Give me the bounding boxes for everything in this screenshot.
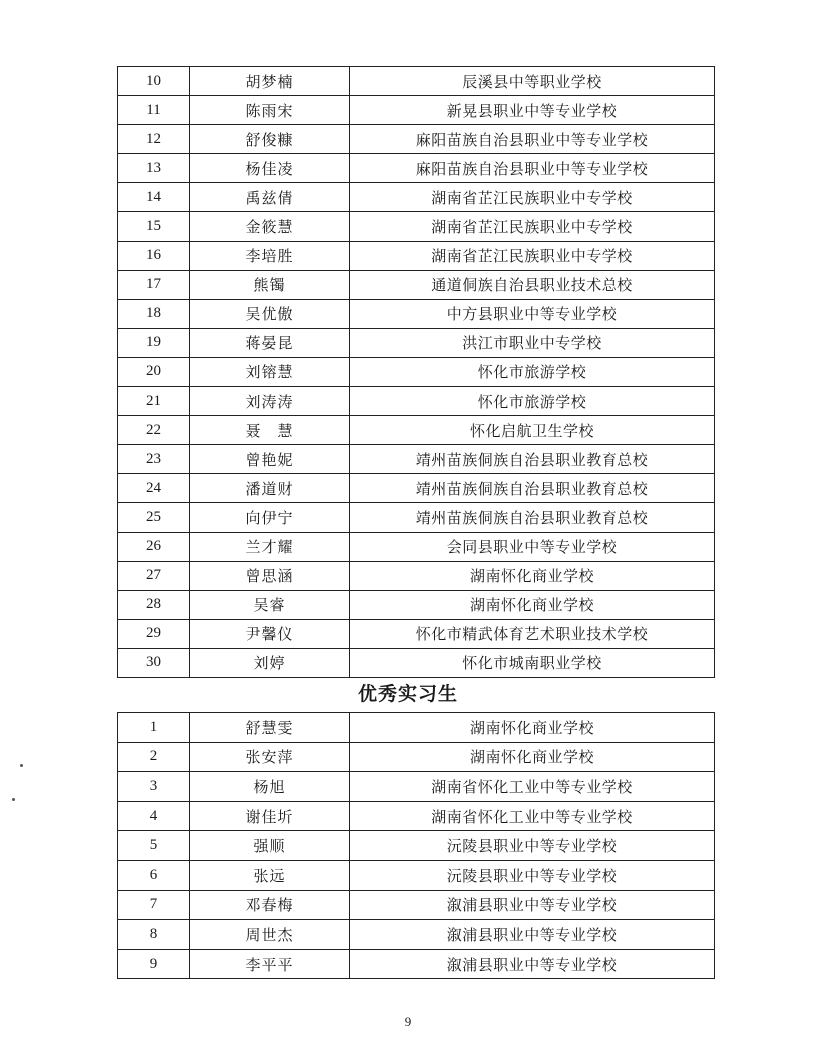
student-name-cell: 舒俊糠 <box>190 125 350 154</box>
row-number-cell: 28 <box>118 590 190 619</box>
table-row <box>118 561 715 590</box>
row-number-cell: 15 <box>118 212 190 241</box>
school-name-cell: 麻阳苗族自治县职业中等专业学校 <box>350 125 715 154</box>
row-number-cell: 11 <box>118 96 190 125</box>
school-name-cell: 溆浦县职业中等专业学校 <box>350 920 715 950</box>
student-name-cell: 曾思涵 <box>190 561 350 590</box>
row-number-cell: 8 <box>118 920 190 950</box>
student-name-cell: 邓春梅 <box>190 890 350 920</box>
school-name-cell: 湖南怀化商业学校 <box>350 561 715 590</box>
table-row <box>118 742 715 772</box>
table-row <box>118 445 715 474</box>
table-row <box>118 713 715 743</box>
student-name-cell: 禹兹倩 <box>190 183 350 212</box>
student-name-cell: 刘镕慧 <box>190 357 350 386</box>
row-number-cell: 1 <box>118 713 190 743</box>
row-number-cell: 22 <box>118 416 190 445</box>
row-number-cell: 23 <box>118 445 190 474</box>
row-number-cell: 27 <box>118 561 190 590</box>
table-row <box>118 270 715 299</box>
student-name-cell: 蒋晏昆 <box>190 328 350 357</box>
school-name-cell: 怀化市旅游学校 <box>350 387 715 416</box>
row-number-cell: 12 <box>118 125 190 154</box>
table-row <box>118 416 715 445</box>
school-name-cell: 中方县职业中等专业学校 <box>350 299 715 328</box>
student-name-cell: 尹馨仪 <box>190 619 350 648</box>
school-name-cell: 靖州苗族侗族自治县职业教育总校 <box>350 503 715 532</box>
row-number-cell: 2 <box>118 742 190 772</box>
school-name-cell: 通道侗族自治县职业技术总校 <box>350 270 715 299</box>
table-row <box>118 648 715 677</box>
student-name-cell: 杨佳凌 <box>190 154 350 183</box>
outstanding-intern-table-body <box>118 713 715 979</box>
row-number-cell: 9 <box>118 949 190 979</box>
row-number-cell: 3 <box>118 772 190 802</box>
table-row <box>118 801 715 831</box>
school-name-cell: 靖州苗族侗族自治县职业教育总校 <box>350 445 715 474</box>
table-row <box>118 831 715 861</box>
table-row <box>118 125 715 154</box>
table-row <box>118 590 715 619</box>
school-name-cell: 怀化市旅游学校 <box>350 357 715 386</box>
student-name-cell: 金筱慧 <box>190 212 350 241</box>
student-name-cell: 吴优傲 <box>190 299 350 328</box>
row-number-cell: 25 <box>118 503 190 532</box>
school-name-cell: 沅陵县职业中等专业学校 <box>350 831 715 861</box>
row-number-cell: 14 <box>118 183 190 212</box>
row-number-cell: 19 <box>118 328 190 357</box>
page-number: 9 <box>404 1014 412 1029</box>
row-number-cell: 21 <box>118 387 190 416</box>
table-row <box>118 949 715 979</box>
student-name-cell: 陈雨宋 <box>190 96 350 125</box>
table-row <box>118 860 715 890</box>
school-name-cell: 溆浦县职业中等专业学校 <box>350 890 715 920</box>
table-row <box>118 241 715 270</box>
school-name-cell: 靖州苗族侗族自治县职业教育总校 <box>350 474 715 503</box>
table-row <box>118 890 715 920</box>
table-row <box>118 503 715 532</box>
table-row <box>118 357 715 386</box>
student-name-cell: 谢佳圻 <box>190 801 350 831</box>
student-name-cell: 曾艳妮 <box>190 445 350 474</box>
row-number-cell: 29 <box>118 619 190 648</box>
school-name-cell: 湖南怀化商业学校 <box>350 590 715 619</box>
school-name-cell: 湖南省怀化工业中等专业学校 <box>350 801 715 831</box>
row-number-cell: 20 <box>118 357 190 386</box>
school-name-cell: 湖南省芷江民族职业中专学校 <box>350 183 715 212</box>
outstanding-intern-table <box>117 712 715 979</box>
row-number-cell: 24 <box>118 474 190 503</box>
school-name-cell: 洪江市职业中专学校 <box>350 328 715 357</box>
school-name-cell: 湖南省芷江民族职业中专学校 <box>350 241 715 270</box>
scan-speck <box>20 764 23 767</box>
student-name-cell: 熊镯 <box>190 270 350 299</box>
row-number-cell: 6 <box>118 860 190 890</box>
row-number-cell: 26 <box>118 532 190 561</box>
school-name-cell: 会同县职业中等专业学校 <box>350 532 715 561</box>
table-row <box>118 212 715 241</box>
student-name-cell: 强顺 <box>190 831 350 861</box>
row-number-cell: 4 <box>118 801 190 831</box>
table-row <box>118 96 715 125</box>
row-number-cell: 5 <box>118 831 190 861</box>
school-name-cell: 湖南怀化商业学校 <box>350 742 715 772</box>
school-name-cell: 怀化市城南职业学校 <box>350 648 715 677</box>
table-row <box>118 920 715 950</box>
school-name-cell: 溆浦县职业中等专业学校 <box>350 949 715 979</box>
school-name-cell: 湖南省怀化工业中等专业学校 <box>350 772 715 802</box>
school-name-cell: 新晃县职业中等专业学校 <box>350 96 715 125</box>
student-name-cell: 兰才耀 <box>190 532 350 561</box>
table-row <box>118 387 715 416</box>
awardee-table-body <box>118 67 715 678</box>
row-number-cell: 18 <box>118 299 190 328</box>
student-name-cell: 聂 慧 <box>190 416 350 445</box>
school-name-cell: 麻阳苗族自治县职业中等专业学校 <box>350 154 715 183</box>
row-number-cell: 7 <box>118 890 190 920</box>
section-heading: 优秀实习生 <box>357 683 458 705</box>
student-name-cell: 舒慧雯 <box>190 713 350 743</box>
school-name-cell: 怀化启航卫生学校 <box>350 416 715 445</box>
table-row <box>118 474 715 503</box>
school-name-cell: 辰溪县中等职业学校 <box>350 67 715 96</box>
student-name-cell: 张远 <box>190 860 350 890</box>
row-number-cell: 17 <box>118 270 190 299</box>
table-row <box>118 299 715 328</box>
table-row <box>118 328 715 357</box>
student-name-cell: 吴睿 <box>190 590 350 619</box>
row-number-cell: 16 <box>118 241 190 270</box>
school-name-cell: 怀化市精武体育艺术职业技术学校 <box>350 619 715 648</box>
student-name-cell: 李平平 <box>190 949 350 979</box>
student-name-cell: 刘涛涛 <box>190 387 350 416</box>
student-name-cell: 李培胜 <box>190 241 350 270</box>
school-name-cell: 湖南怀化商业学校 <box>350 713 715 743</box>
table-row <box>118 154 715 183</box>
student-name-cell: 潘道财 <box>190 474 350 503</box>
table-row <box>118 772 715 802</box>
student-name-cell: 杨旭 <box>190 772 350 802</box>
student-name-cell: 周世杰 <box>190 920 350 950</box>
row-number-cell: 30 <box>118 648 190 677</box>
school-name-cell: 湖南省芷江民族职业中专学校 <box>350 212 715 241</box>
table-row <box>118 183 715 212</box>
table-row <box>118 619 715 648</box>
row-number-cell: 13 <box>118 154 190 183</box>
row-number-cell: 10 <box>118 67 190 96</box>
school-name-cell: 沅陵县职业中等专业学校 <box>350 860 715 890</box>
student-name-cell: 张安萍 <box>190 742 350 772</box>
table-row <box>118 67 715 96</box>
scan-speck <box>12 798 15 801</box>
awardee-table-continued <box>117 66 715 678</box>
table-row <box>118 532 715 561</box>
student-name-cell: 胡梦楠 <box>190 67 350 96</box>
student-name-cell: 刘婷 <box>190 648 350 677</box>
student-name-cell: 向伊宁 <box>190 503 350 532</box>
